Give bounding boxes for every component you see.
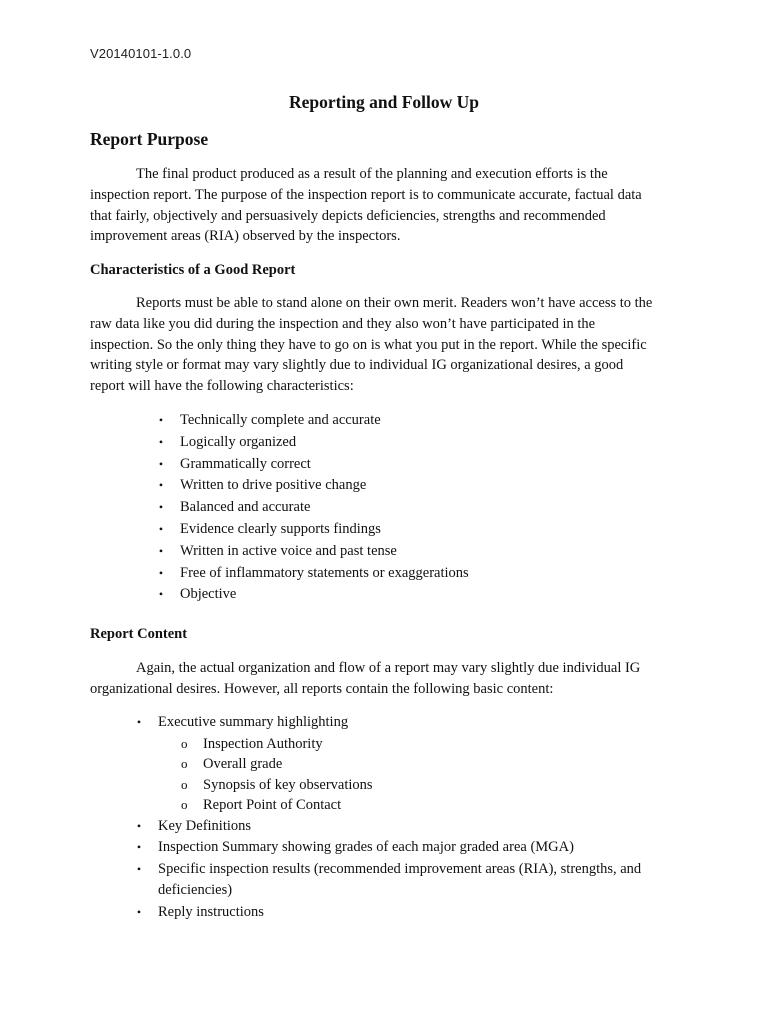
- circle-bullet-icon: o: [181, 756, 188, 771]
- bullet-icon: •: [158, 565, 164, 580]
- sub-list-item: o Overall grade: [158, 754, 641, 775]
- sub-list-item: o Report Point of Contact: [158, 795, 641, 816]
- version-label: V20140101-1.0.0: [90, 46, 192, 61]
- paragraph-line: raw data like you did during the inspection and they also won’t have participated in the: [90, 315, 596, 332]
- paragraph-line: improvement areas (RIA) observed by the inspectors.: [90, 228, 401, 245]
- bullet-icon: •: [136, 840, 142, 854]
- paragraph-line: Again, the actual organization and flow of a report may vary slightly due individual IG: [136, 660, 641, 676]
- paragraph-line: that fairly, objectively and persuasively depicts deficiencies, strengths and recommended: [90, 207, 606, 224]
- bullet-icon: •: [136, 715, 142, 729]
- report-content-list: [134, 712, 641, 923]
- list-item: • Balanced and accurate: [156, 497, 469, 519]
- list-item: • Objective: [156, 584, 469, 606]
- list-item: • Technically complete and accurate: [156, 410, 469, 432]
- characteristics-list: [156, 410, 469, 606]
- bullet-icon: •: [158, 413, 164, 427]
- executive-summary-sublist: [158, 734, 641, 816]
- list-item: • Evidence clearly supports findings: [156, 519, 469, 541]
- paragraph-line: The final product produced as a result of the planning and execution efforts is the: [136, 166, 608, 182]
- bullet-icon: •: [158, 543, 164, 558]
- bullet-icon: •: [158, 500, 164, 515]
- list-item: • Grammatically correct: [156, 454, 469, 476]
- paragraph-line: inspection report. The purpose of the inspection report is to communicate accurate, factual data: [90, 186, 642, 203]
- characteristics-paragraph: [90, 293, 690, 397]
- paragraph-line: Reports must be able to stand alone on their own merit. Readers won’t have access to the: [136, 295, 653, 311]
- subheading-characteristics: Characteristics of a Good Report: [90, 262, 296, 278]
- circle-bullet-icon: o: [181, 735, 188, 751]
- list-item: • Reply instructions: [134, 902, 641, 924]
- circle-bullet-icon: o: [181, 797, 188, 812]
- list-item: • Specific inspection results (recommended improvement areas (RIA), strengths, and deficiencies): [134, 859, 641, 902]
- list-item: • Executive summary highlighting o Inspection Authority o Overall grade o Synopsis of key observations o Report Point of Contact: [134, 712, 641, 816]
- content-paragraph: [90, 658, 690, 700]
- bullet-icon: •: [136, 861, 142, 876]
- section-heading-report-purpose: Report Purpose: [90, 129, 209, 149]
- paragraph-line: report will have the following characteristics:: [90, 378, 354, 395]
- sub-list-item: o Inspection Authority: [158, 734, 641, 755]
- list-item: • Logically organized: [156, 432, 469, 454]
- list-item: • Inspection Summary showing grades of each major graded area (MGA): [134, 837, 641, 859]
- list-item: • Written to drive positive change: [156, 475, 469, 497]
- bullet-icon: •: [158, 434, 164, 449]
- bullet-icon: •: [136, 818, 142, 833]
- bullet-icon: •: [136, 904, 142, 919]
- paragraph-line: organizational desires. However, all reports contain the following basic content:: [90, 680, 554, 697]
- circle-bullet-icon: o: [181, 776, 188, 792]
- bullet-icon: •: [158, 521, 164, 536]
- subheading-report-content: Report Content: [90, 626, 188, 642]
- bullet-icon: •: [158, 587, 164, 602]
- paragraph-line: inspection. So the only thing they have to go on is what you put in the report. While the specific: [90, 336, 647, 353]
- bullet-icon: •: [158, 478, 164, 493]
- list-item: • Free of inflammatory statements or exaggerations: [156, 563, 469, 585]
- bullet-icon: •: [158, 456, 164, 471]
- sub-list-item: o Synopsis of key observations: [158, 775, 641, 796]
- purpose-paragraph: [90, 164, 690, 247]
- list-item: • Written in active voice and past tense: [156, 541, 469, 563]
- page-title: Reporting and Follow Up: [288, 92, 480, 112]
- list-item: • Key Definitions: [134, 816, 641, 838]
- paragraph-line: writing style or format may vary slightly due to individual IG organizational desires, a good: [90, 357, 624, 374]
